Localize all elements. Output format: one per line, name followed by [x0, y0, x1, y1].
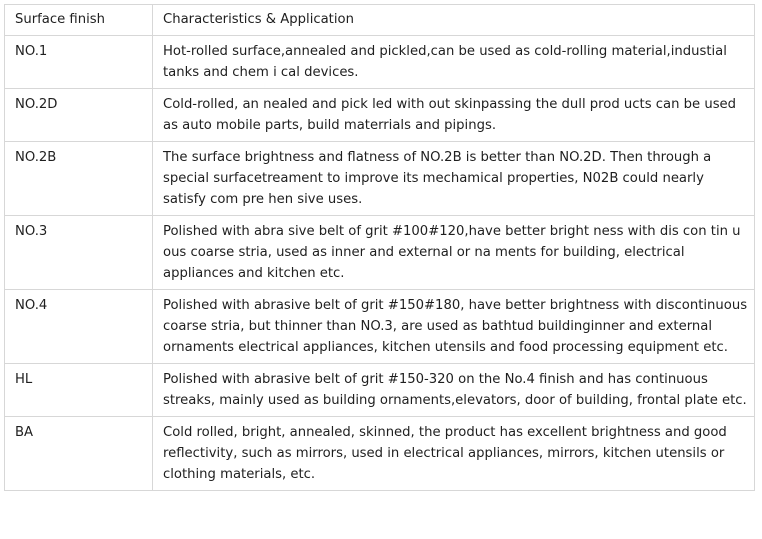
finish-cell: NO.2D — [5, 89, 153, 142]
table-row — [5, 216, 755, 290]
description-cell: The surface brightness and flatness of NO.2B is better than NO.2D. Then through a special surfacetreament to improve its mechamical properties, N02B could nearly satisfy com pre hen sive uses. — [153, 142, 755, 216]
finish-cell: NO.1 — [5, 36, 153, 89]
finish-cell: NO.3 — [5, 216, 153, 290]
description-cell: Polished with abrasive belt of grit #150-320 on the No.4 finish and has continuous streaks, mainly used as building ornaments,elevators, door of building, frontal plate etc. — [153, 364, 755, 417]
header-characteristics: Characteristics & Application — [153, 5, 755, 36]
table-row — [5, 89, 755, 142]
description-cell: Polished with abra sive belt of grit #100#120,have better bright ness with dis con tin u ous coarse stria, used as inner and external or na ments for building, electrical appliances and kitchen etc. — [153, 216, 755, 290]
header-surface-finish: Surface finish — [5, 5, 153, 36]
surface-finish-table — [4, 4, 755, 491]
table-header-row — [5, 5, 755, 36]
finish-cell: NO.4 — [5, 290, 153, 364]
finish-cell: HL — [5, 364, 153, 417]
description-cell: Cold rolled, bright, annealed, skinned, the product has excellent brightness and good reflectivity, such as mirrors, used in electrical appliances, mirrors, kitchen utensils or clothing materials, etc. — [153, 417, 755, 491]
description-cell: Polished with abrasive belt of grit #150#180, have better brightness with discontinuous coarse stria, but thinner than NO.3, are used as bathtud buildinginner and external ornaments electrical appliances, kitchen utensils and food processing equipment etc. — [153, 290, 755, 364]
table-row — [5, 364, 755, 417]
finish-cell: BA — [5, 417, 153, 491]
finish-cell: NO.2B — [5, 142, 153, 216]
table-row — [5, 417, 755, 491]
table-row — [5, 142, 755, 216]
description-cell: Cold-rolled, an nealed and pick led with out skinpassing the dull prod ucts can be used as auto mobile parts, build materrials and pipings. — [153, 89, 755, 142]
table-row — [5, 36, 755, 89]
description-cell: Hot-rolled surface,annealed and pickled,can be used as cold-rolling material,industial tanks and chem i cal devices. — [153, 36, 755, 89]
table-row — [5, 290, 755, 364]
